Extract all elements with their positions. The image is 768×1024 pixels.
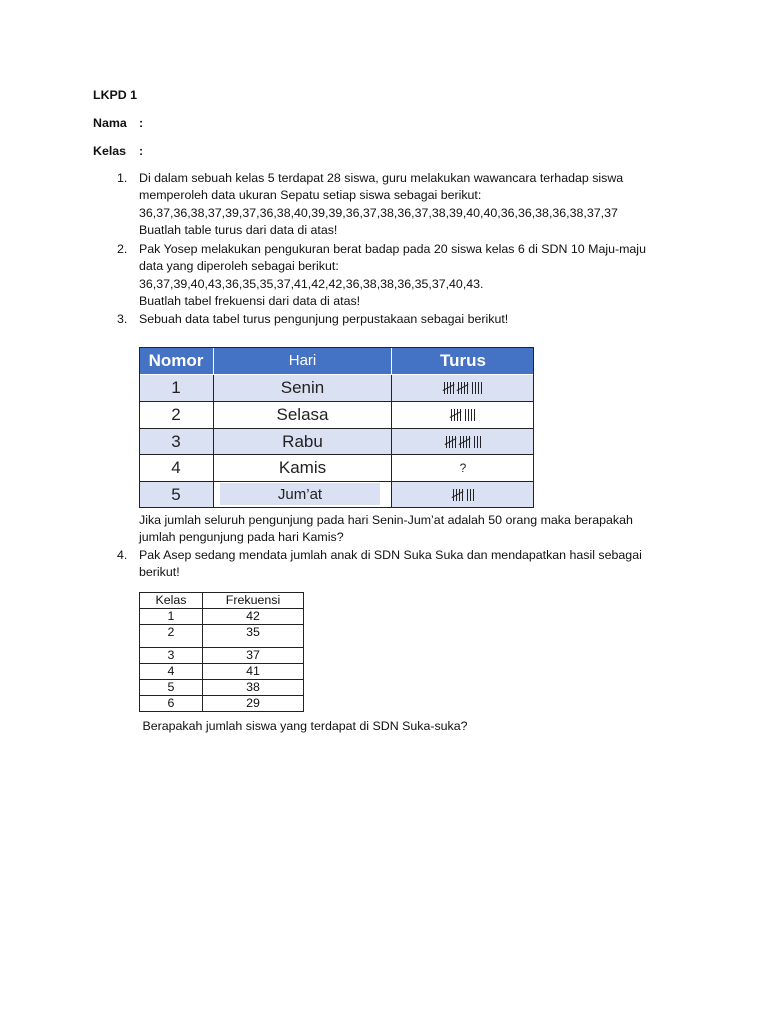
tally-stroke bbox=[458, 382, 459, 394]
tally-stroke bbox=[460, 409, 461, 421]
tally-stroke bbox=[461, 382, 462, 394]
tally-group bbox=[467, 489, 474, 501]
tally-group bbox=[451, 409, 461, 421]
worksheet-title: LKPD 1 bbox=[93, 88, 138, 102]
tally-group bbox=[465, 409, 475, 421]
frekuensi-cell: 29 bbox=[203, 696, 304, 712]
name-colon: : bbox=[139, 116, 144, 130]
tally-group bbox=[453, 489, 463, 501]
tally-stroke bbox=[474, 409, 475, 421]
tally-stroke bbox=[473, 489, 474, 501]
tally-group bbox=[472, 382, 482, 394]
table-row bbox=[140, 625, 304, 648]
kelas-cell: 1 bbox=[140, 609, 203, 625]
tally-group bbox=[444, 382, 454, 394]
tally-stroke bbox=[465, 409, 466, 421]
frekuensi-cell: 41 bbox=[203, 664, 304, 680]
tally-stroke bbox=[478, 382, 479, 394]
tally-marks bbox=[446, 436, 481, 448]
question-text: memperoleh data ukuran Sepatu setiap siswa sebagai berikut: bbox=[139, 188, 482, 202]
question-text: jumlah pengunjung pada hari Kamis? bbox=[139, 530, 344, 544]
kelas-cell: 5 bbox=[140, 680, 203, 696]
tally-marks bbox=[453, 489, 474, 501]
tally-stroke bbox=[462, 489, 463, 501]
tally-stroke bbox=[457, 409, 458, 421]
frekuensi-cell: 37 bbox=[203, 648, 304, 664]
question-text: Jika jumlah seluruh pengunjung pada hari Senin-Jum’at adalah 50 orang maka berapakah bbox=[139, 513, 633, 527]
name-label: Nama bbox=[93, 116, 127, 130]
tally-stroke bbox=[444, 382, 445, 394]
unknown-tally: ? bbox=[459, 461, 467, 475]
tally-stroke bbox=[464, 382, 465, 394]
tally-stroke bbox=[450, 382, 451, 394]
question-instruction: Buatlah tabel frekuensi dari data di atas! bbox=[139, 294, 361, 308]
table-row bbox=[140, 609, 304, 625]
tally-stroke bbox=[472, 382, 473, 394]
turus-cell-tally bbox=[392, 402, 534, 429]
kelas-cell: 6 bbox=[140, 696, 203, 712]
turus-header-turus: Turus bbox=[392, 347, 534, 375]
table-row bbox=[140, 680, 304, 696]
tally-stroke bbox=[474, 436, 475, 448]
tally-stroke bbox=[466, 436, 467, 448]
tally-stroke bbox=[463, 436, 464, 448]
tally-stroke bbox=[453, 489, 454, 501]
turus-cell-nomor: 1 bbox=[139, 375, 214, 402]
turus-header-nomor: Nomor bbox=[139, 347, 214, 375]
question-data: 36,37,36,38,37,39,37,36,38,40,39,39,36,37,38,36,37,38,39,40,40,36,36,38,36,38,37,37 bbox=[139, 206, 618, 220]
question-number: 3. bbox=[117, 312, 128, 326]
turus-cell-hari: Kamis bbox=[214, 455, 392, 482]
frekuensi-cell: 35 bbox=[203, 625, 304, 648]
question-data: 36,37,39,40,43,36,35,35,37,41,42,42,36,38,38,36,35,37,40,43. bbox=[139, 277, 484, 291]
kelas-cell: 2 bbox=[140, 625, 203, 648]
tally-stroke bbox=[480, 436, 481, 448]
question-text: berikut! bbox=[139, 565, 180, 579]
tally-stroke bbox=[475, 382, 476, 394]
class-colon: : bbox=[139, 144, 144, 158]
tally-stroke bbox=[454, 409, 455, 421]
kelas-cell: 3 bbox=[140, 648, 203, 664]
tally-stroke bbox=[446, 436, 447, 448]
turus-cell-hari: Selasa bbox=[214, 402, 392, 429]
tally-stroke bbox=[468, 409, 469, 421]
frekuensi-cell: 38 bbox=[203, 680, 304, 696]
turus-cell-nomor: 3 bbox=[139, 429, 214, 455]
table-header-row bbox=[140, 593, 304, 609]
tally-group bbox=[460, 436, 470, 448]
question-text: Di dalam sebuah kelas 5 terdapat 28 siswa, guru melakukan wawancara terhadap siswa bbox=[139, 171, 624, 185]
tally-stroke bbox=[447, 382, 448, 394]
header-frekuensi: Frekuensi bbox=[203, 593, 304, 609]
turus-table bbox=[139, 347, 534, 508]
tally-stroke bbox=[459, 489, 460, 501]
tally-group bbox=[458, 382, 468, 394]
turus-cell-hari: Rabu bbox=[214, 429, 392, 455]
tally-group bbox=[446, 436, 456, 448]
table-row bbox=[140, 696, 304, 712]
question-text: Pak Asep sedang mendata jumlah anak di SDN Suka Suka dan mendapatkan hasil sebagai bbox=[139, 548, 642, 562]
question-instruction: Buatlah table turus dari data di atas! bbox=[139, 223, 338, 237]
tally-stroke bbox=[471, 409, 472, 421]
tally-marks bbox=[451, 409, 475, 421]
class-label: Kelas bbox=[93, 144, 127, 158]
turus-cell-tally bbox=[392, 455, 534, 482]
turus-header-hari: Hari bbox=[214, 347, 392, 375]
turus-cell-tally bbox=[392, 429, 534, 455]
tally-stroke bbox=[456, 489, 457, 501]
turus-cell-hari-wrapper bbox=[214, 482, 392, 508]
turus-cell-nomor: 2 bbox=[139, 402, 214, 429]
turus-cell-tally bbox=[392, 482, 534, 508]
tally-stroke bbox=[469, 436, 470, 448]
turus-cell-nomor: 4 bbox=[139, 455, 214, 482]
question-text: Pak Yosep melakukan pengukuran berat badap pada 20 siswa kelas 6 di SDN 10 Maju-maju bbox=[139, 242, 646, 256]
tally-group bbox=[474, 436, 481, 448]
turus-cell-nomor: 5 bbox=[139, 482, 214, 508]
tally-stroke bbox=[452, 436, 453, 448]
table-row bbox=[140, 648, 304, 664]
turus-cell-hari: Jum’at bbox=[220, 483, 380, 505]
turus-cell-hari: Senin bbox=[214, 375, 392, 402]
tally-stroke bbox=[451, 409, 452, 421]
kelas-cell: 4 bbox=[140, 664, 203, 680]
turus-cell-tally bbox=[392, 375, 534, 402]
tally-stroke bbox=[470, 489, 471, 501]
question-text: Berapakah jumlah siswa yang terdapat di SDN Suka-suka? bbox=[139, 719, 468, 733]
tally-stroke bbox=[467, 382, 468, 394]
question-text: data yang diperoleh sebagai berikut: bbox=[139, 259, 339, 273]
table-row bbox=[140, 664, 304, 680]
kelas-frequency-table bbox=[139, 592, 304, 712]
question-text: Sebuah data tabel turus pengunjung perpustakaan sebagai berikut! bbox=[139, 312, 509, 326]
tally-stroke bbox=[453, 382, 454, 394]
tally-marks bbox=[444, 382, 482, 394]
tally-stroke bbox=[449, 436, 450, 448]
question-number: 2. bbox=[117, 242, 128, 256]
tally-stroke bbox=[477, 436, 478, 448]
question-number: 4. bbox=[117, 548, 128, 562]
tally-stroke bbox=[467, 489, 468, 501]
tally-stroke bbox=[455, 436, 456, 448]
question-number: 1. bbox=[117, 171, 128, 185]
tally-stroke bbox=[460, 436, 461, 448]
frekuensi-cell: 42 bbox=[203, 609, 304, 625]
header-kelas: Kelas bbox=[140, 593, 203, 609]
tally-stroke bbox=[481, 382, 482, 394]
